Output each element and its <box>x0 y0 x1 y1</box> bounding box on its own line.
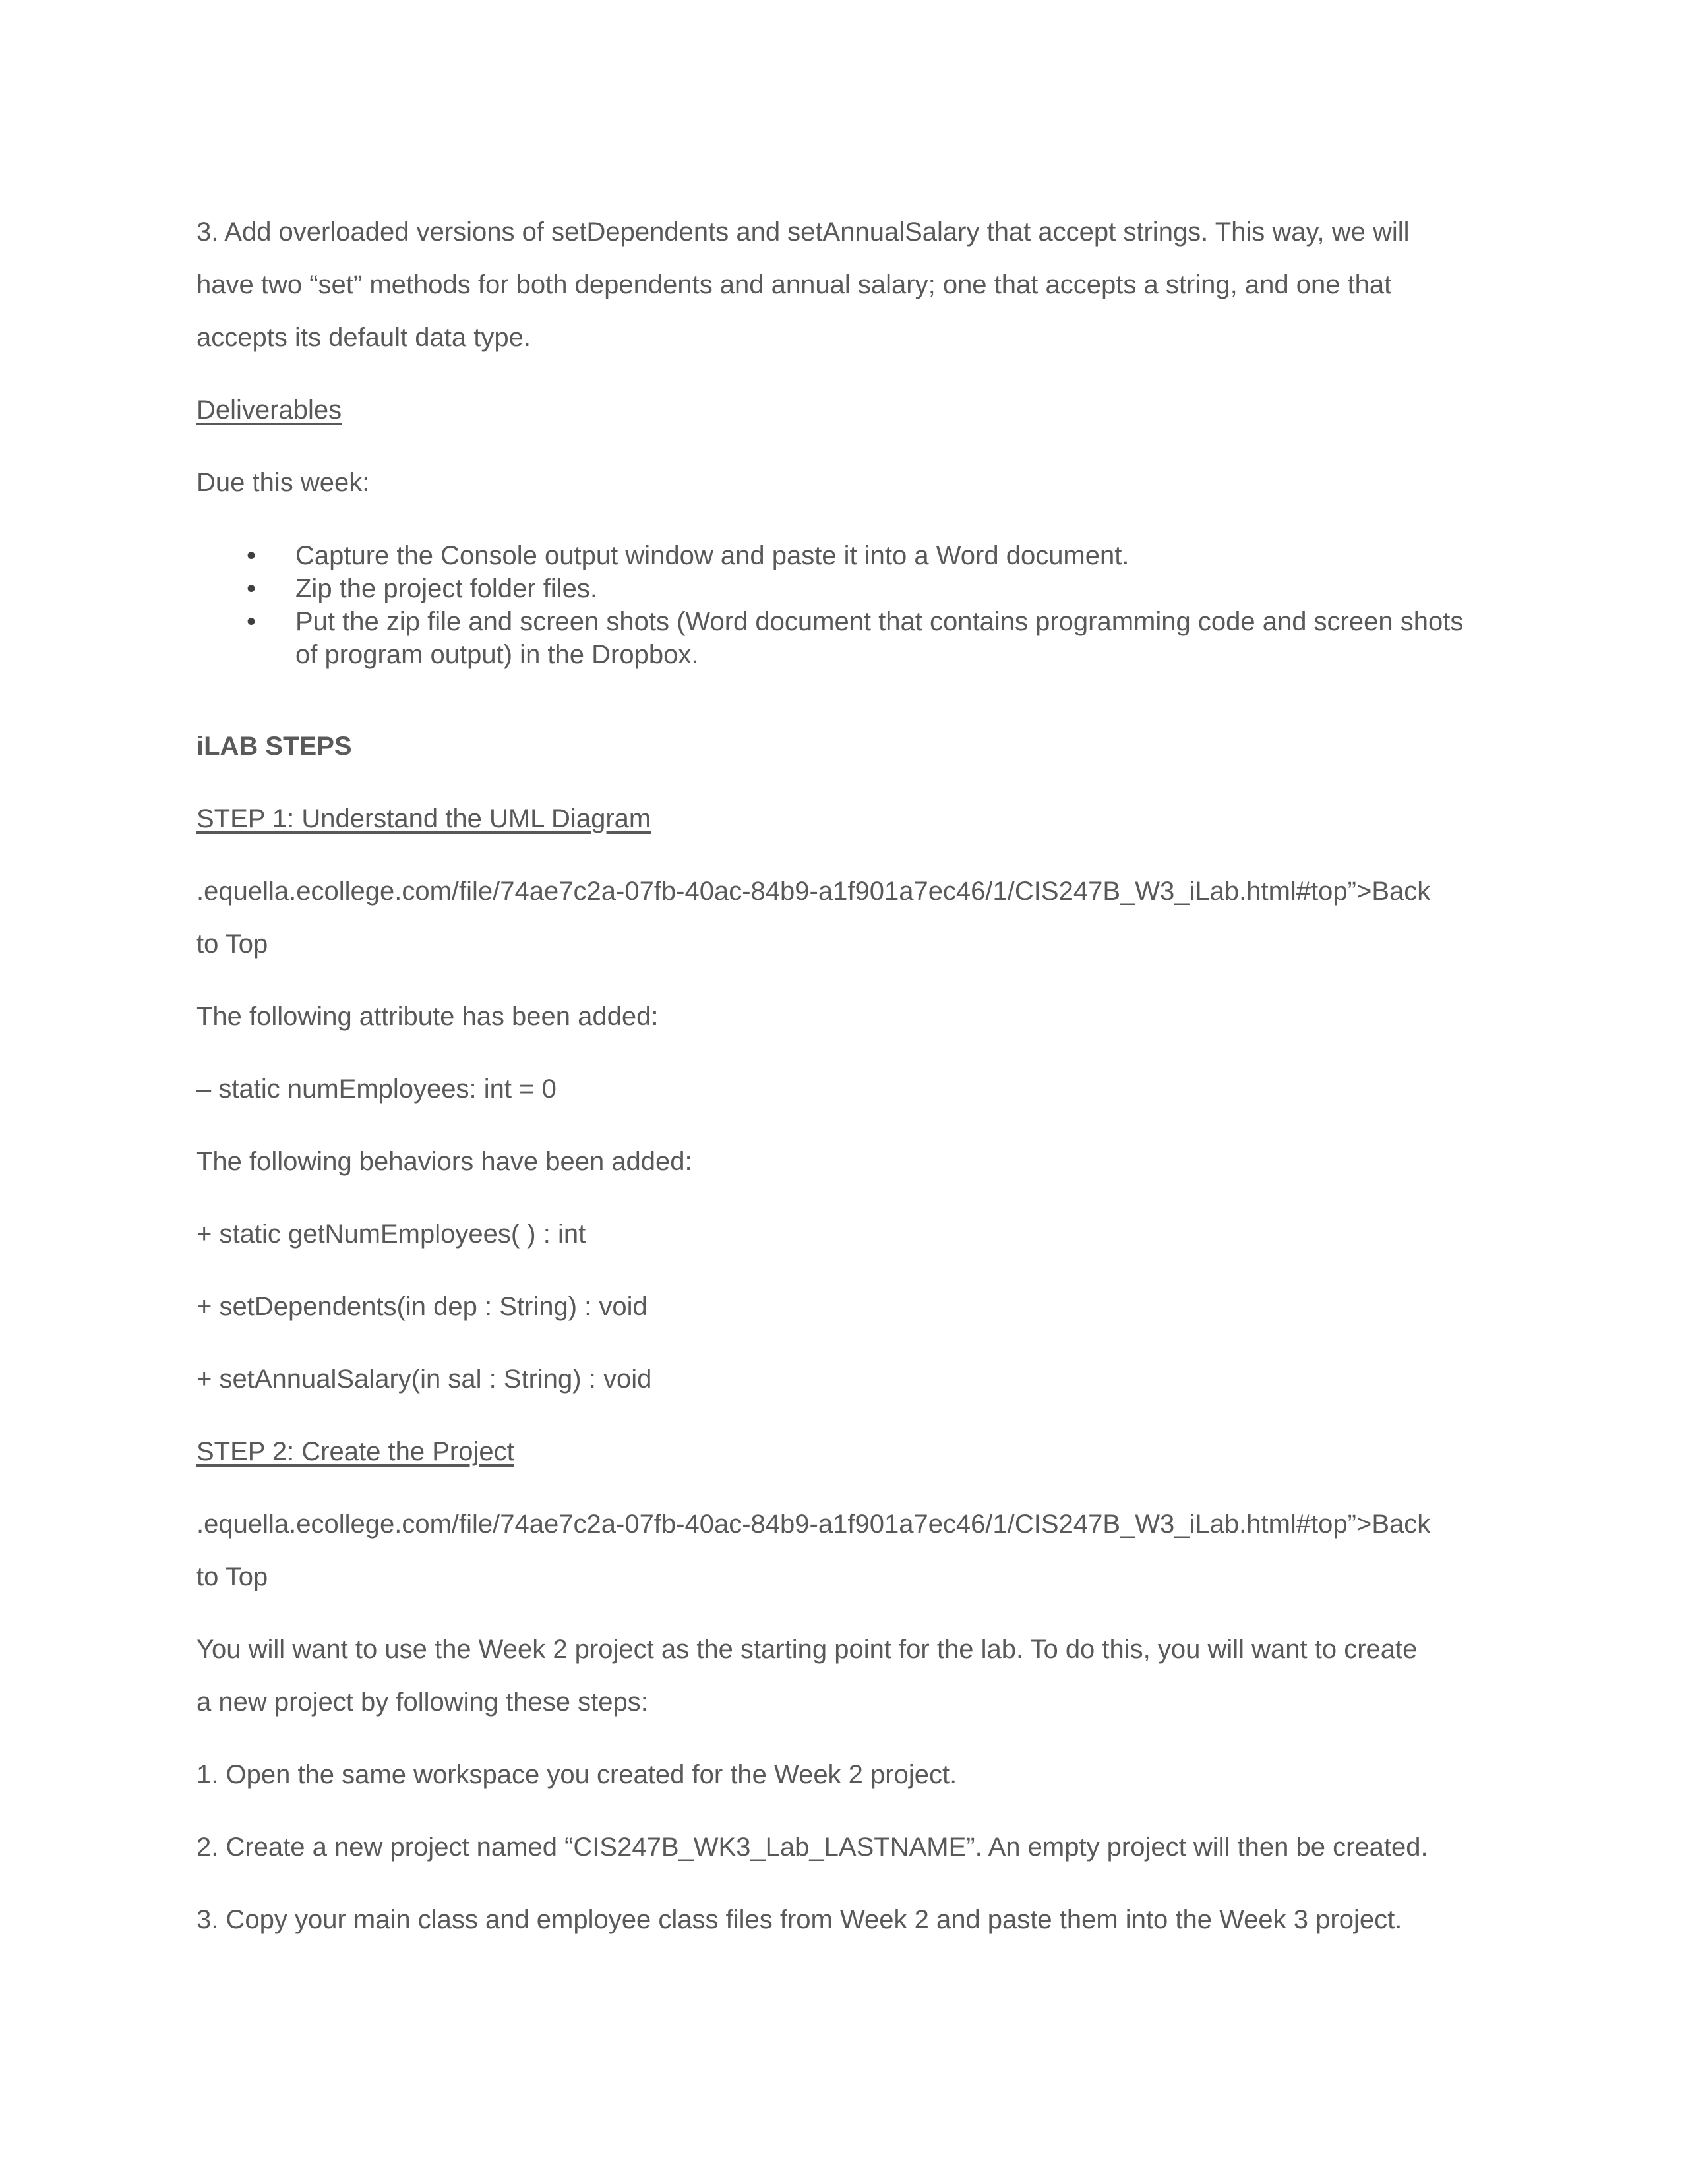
step2-instruction-2: 2. Create a new project named “CIS247B_WK3_Lab_LASTNAME”. An empty project will then be created. <box>196 1833 1428 1862</box>
list-item <box>196 605 1482 671</box>
step2-intro-line2: a new project by following these steps: <box>196 1688 648 1717</box>
behaviors-intro: The following behaviors have been added: <box>196 1147 692 1176</box>
step1-back-to-top-link-line2[interactable]: to Top <box>196 930 268 959</box>
step2-instruction-3: 3. Copy your main class and employee class files from Week 2 and paste them into the Week 3 project. <box>196 1905 1402 1934</box>
step1-back-to-top-link-line1[interactable]: .equella.ecollege.com/file/74ae7c2a-07fb-40ac-84b9-a1f901a7ec46/1/CIS247B_W3_iLab.html#top”>Back <box>196 877 1431 906</box>
deliverables-heading: Deliverables <box>196 396 342 425</box>
step2-instruction-1: 1. Open the same workspace you created for the Week 2 project. <box>196 1760 957 1789</box>
due-this-week: Due this week: <box>196 468 370 497</box>
step2-intro-line1: You will want to use the Week 2 project as the starting point for the lab. To do this, you will want to create <box>196 1635 1418 1664</box>
step2-heading: STEP 2: Create the Project <box>196 1437 514 1466</box>
step3-line2: have two “set” methods for both dependents and annual salary; one that accepts a string, and one that <box>196 270 1392 299</box>
step3-line1: 3. Add overloaded versions of setDependents and setAnnualSalary that accept strings. This way, we will <box>196 218 1410 247</box>
list-item-text: Zip the project folder files. <box>295 574 597 603</box>
step2-back-to-top-link-line1[interactable]: .equella.ecollege.com/file/74ae7c2a-07fb-40ac-84b9-a1f901a7ec46/1/CIS247B_W3_iLab.html#top”>Back <box>196 1510 1431 1539</box>
step1-heading: STEP 1: Understand the UML Diagram <box>196 804 651 833</box>
step2-back-to-top-link-line2[interactable]: to Top <box>196 1562 268 1591</box>
behavior-get-num-employees: + static getNumEmployees( ) : int <box>196 1220 586 1249</box>
attribute-intro: The following attribute has been added: <box>196 1002 659 1031</box>
bullet-icon: • <box>247 541 256 570</box>
behavior-set-annual-salary: + setAnnualSalary(in sal : String) : void <box>196 1365 652 1394</box>
list-item <box>196 572 1482 605</box>
behavior-set-dependents: + setDependents(in dep : String) : void <box>196 1292 648 1321</box>
list-item-text: Put the zip file and screen shots (Word document that contains programming code and screen shots of program output) in the Dropbox. <box>295 607 1464 669</box>
bullet-icon: • <box>247 574 256 603</box>
list-item <box>196 539 1482 572</box>
step3-line3: accepts its default data type. <box>196 323 531 352</box>
list-item-text: Capture the Console output window and paste it into a Word document. <box>295 541 1130 570</box>
bullet-icon: • <box>247 607 256 636</box>
ilab-steps-heading: iLAB STEPS <box>196 732 352 761</box>
deliverables-list <box>196 539 1482 671</box>
attribute-num-employees: – static numEmployees: int = 0 <box>196 1075 557 1104</box>
